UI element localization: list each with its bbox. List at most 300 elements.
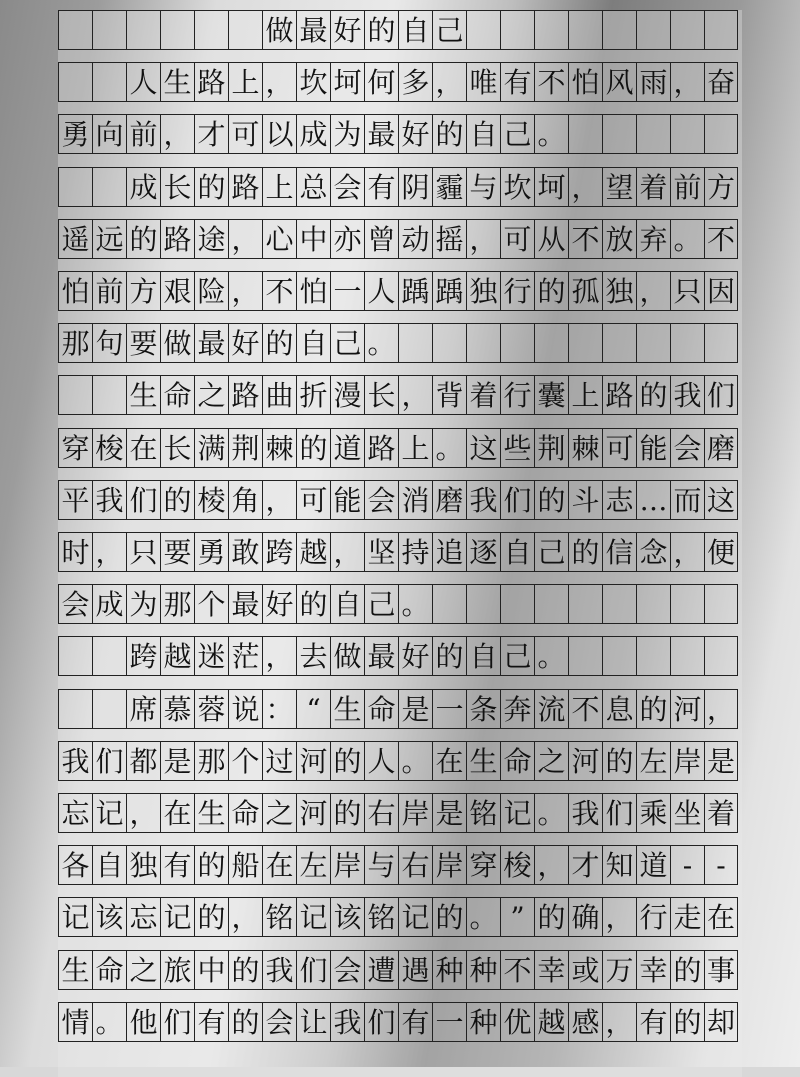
- grid-cell: 的: [194, 845, 228, 885]
- grid-cell: ，: [670, 532, 704, 572]
- grid-cell: 一: [432, 689, 466, 729]
- grid-cell: 各: [58, 845, 92, 885]
- grid-cell: 独: [602, 271, 636, 311]
- grid-cell: 斗: [568, 480, 602, 520]
- grid-cell: 之: [262, 793, 296, 833]
- grid-cell: [92, 636, 126, 676]
- grid-cell: 踽: [432, 271, 466, 311]
- grid-cell: [466, 584, 500, 624]
- grid-cell: 坚: [364, 532, 398, 572]
- grid-cell: 艰: [160, 271, 194, 311]
- grid-cell: 在: [262, 845, 296, 885]
- grid-cell: 这: [704, 480, 738, 520]
- grid-cell: 的: [670, 950, 704, 990]
- grid-cell: [194, 10, 228, 50]
- grid-cell: 多: [398, 62, 432, 102]
- grid-cell: 我: [58, 741, 92, 781]
- grid-cell: [602, 114, 636, 154]
- text-row: [58, 428, 742, 468]
- grid-cell: 的: [330, 793, 364, 833]
- grid-cell: 自: [92, 845, 126, 885]
- grid-cell: 时: [58, 532, 92, 572]
- grid-cell: 生: [160, 62, 194, 102]
- grid-cell: 荆: [228, 428, 262, 468]
- grid-cell: 个: [194, 584, 228, 624]
- grid-cell: 途: [194, 219, 228, 259]
- grid-cell: 会: [364, 480, 398, 520]
- grid-cell: 要: [160, 532, 194, 572]
- grid-cell: 生: [330, 689, 364, 729]
- grid-cell: 己: [364, 584, 398, 624]
- grid-cell: 阴: [398, 167, 432, 207]
- grid-cell: ，: [704, 689, 738, 729]
- grid-cell: [466, 323, 500, 363]
- grid-cell: 。: [534, 793, 568, 833]
- grid-cell: ，: [568, 167, 602, 207]
- grid-cell: [92, 375, 126, 415]
- grid-cell: 有: [500, 62, 534, 102]
- grid-cell: 心: [262, 219, 296, 259]
- grid-cell: 信: [602, 532, 636, 572]
- grid-cell: 越: [160, 636, 194, 676]
- grid-cell: 弃: [636, 219, 670, 259]
- grid-cell: [636, 584, 670, 624]
- grid-cell: 情: [58, 1002, 92, 1042]
- grid-cell: [160, 10, 194, 50]
- grid-cell: 人: [364, 741, 398, 781]
- grid-cell: [432, 584, 466, 624]
- grid-cell: 句: [92, 323, 126, 363]
- grid-cell: 会: [670, 428, 704, 468]
- grid-cell: 的: [330, 741, 364, 781]
- grid-cell: 行: [500, 375, 534, 415]
- grid-cell: 在: [160, 793, 194, 833]
- grid-cell: 去: [296, 636, 330, 676]
- grid-cell: ，: [330, 532, 364, 572]
- grid-cell: 种: [466, 1002, 500, 1042]
- grid-cell: 穿: [58, 428, 92, 468]
- grid-cell: 要: [126, 323, 160, 363]
- grid-cell: [602, 636, 636, 676]
- grid-cell: 不: [704, 219, 738, 259]
- grid-cell: ，: [228, 219, 262, 259]
- grid-cell: 们: [160, 1002, 194, 1042]
- grid-cell: 从: [534, 219, 568, 259]
- grid-cell: 行: [500, 271, 534, 311]
- grid-cell: [636, 636, 670, 676]
- grid-cell: 会: [58, 584, 92, 624]
- grid-cell: 记: [160, 897, 194, 937]
- grid-cell: [228, 10, 262, 50]
- grid-cell: [568, 114, 602, 154]
- grid-cell: 的: [194, 897, 228, 937]
- grid-cell: [92, 10, 126, 50]
- grid-cell: ，: [262, 62, 296, 102]
- grid-cell: 们: [500, 480, 534, 520]
- grid-cell: 命: [364, 689, 398, 729]
- grid-cell: ，: [228, 271, 262, 311]
- grid-cell: [58, 62, 92, 102]
- grid-cell: 敢: [228, 532, 262, 572]
- text-row: [58, 950, 742, 990]
- grid-cell: 河: [296, 741, 330, 781]
- grid-cell: 着: [636, 167, 670, 207]
- grid-cell: 命: [228, 793, 262, 833]
- grid-cell: 。: [432, 428, 466, 468]
- grid-cell: 怕: [568, 62, 602, 102]
- grid-cell: 独: [126, 845, 160, 885]
- grid-cell: 上: [228, 62, 262, 102]
- grid-cell: [704, 10, 738, 50]
- grid-cell: 棘: [568, 428, 602, 468]
- grid-cell: 左: [296, 845, 330, 885]
- grid-cell: 在: [704, 897, 738, 937]
- grid-cell: 茫: [228, 636, 262, 676]
- text-row: [58, 897, 742, 937]
- grid-cell: 命: [500, 741, 534, 781]
- grid-cell: 着: [466, 375, 500, 415]
- text-row: [58, 375, 742, 415]
- grid-cell: 的: [364, 10, 398, 50]
- grid-cell: 有: [636, 1002, 670, 1042]
- grid-cell: 道: [636, 845, 670, 885]
- grid-cell: [398, 323, 432, 363]
- grid-cell: 记: [58, 897, 92, 937]
- grid-cell: [432, 323, 466, 363]
- grid-cell: 都: [126, 741, 160, 781]
- grid-cell: 们: [126, 480, 160, 520]
- grid-cell: 旅: [160, 950, 194, 990]
- grid-cell: 种: [466, 950, 500, 990]
- grid-cell: [126, 10, 160, 50]
- grid-cell: 我: [262, 950, 296, 990]
- grid-cell: 遭: [364, 950, 398, 990]
- grid-cell: 可: [500, 219, 534, 259]
- grid-cell: 消: [398, 480, 432, 520]
- grid-cell: 我: [92, 480, 126, 520]
- grid-cell: 好: [398, 114, 432, 154]
- grid-cell: 道: [330, 428, 364, 468]
- grid-cell: 人: [126, 62, 160, 102]
- grid-cell: ，: [228, 897, 262, 937]
- grid-cell: 何: [364, 62, 398, 102]
- grid-cell: 的: [432, 897, 466, 937]
- grid-cell: 因: [704, 271, 738, 311]
- grid-cell: [466, 10, 500, 50]
- grid-cell: 是: [160, 741, 194, 781]
- grid-cell: ，: [466, 219, 500, 259]
- grid-cell: 知: [602, 845, 636, 885]
- text-row: [58, 636, 742, 676]
- grid-cell: [704, 584, 738, 624]
- grid-cell: 勇: [58, 114, 92, 154]
- grid-cell: 感: [568, 1002, 602, 1042]
- grid-cell: 上: [262, 167, 296, 207]
- grid-cell: [602, 584, 636, 624]
- grid-cell: 与: [466, 167, 500, 207]
- grid-cell: 记: [92, 793, 126, 833]
- grid-cell: [92, 689, 126, 729]
- grid-cell: 。: [92, 1002, 126, 1042]
- grid-cell: 。: [534, 636, 568, 676]
- text-row: [58, 114, 742, 154]
- grid-cell: 曾: [364, 219, 398, 259]
- grid-cell: 在: [432, 741, 466, 781]
- grid-cell: 自: [466, 114, 500, 154]
- grid-cell: 遇: [398, 950, 432, 990]
- grid-cell: [58, 167, 92, 207]
- grid-cell: 自: [398, 10, 432, 50]
- grid-cell: [534, 584, 568, 624]
- grid-cell: 漫: [330, 375, 364, 415]
- grid-cell: 条: [466, 689, 500, 729]
- grid-cell: [58, 375, 92, 415]
- grid-cell: 志: [602, 480, 636, 520]
- grid-cell: 雨: [636, 62, 670, 102]
- grid-cell: 的: [228, 1002, 262, 1042]
- grid-cell: 的: [262, 323, 296, 363]
- grid-cell: 岸: [670, 741, 704, 781]
- grid-cell: [92, 62, 126, 102]
- grid-cell: 穿: [466, 845, 500, 885]
- grid-cell: 为: [330, 114, 364, 154]
- grid-cell: 最: [228, 584, 262, 624]
- grid-cell: 路: [228, 167, 262, 207]
- grid-cell: 的: [568, 532, 602, 572]
- grid-cell: 自: [466, 636, 500, 676]
- grid-cell: 最: [194, 323, 228, 363]
- grid-cell: 方: [126, 271, 160, 311]
- grid-cell: 坷: [534, 167, 568, 207]
- grid-cell: 奋: [704, 62, 738, 102]
- grid-cell: 做: [262, 10, 296, 50]
- grid-cell: 记: [500, 793, 534, 833]
- grid-cell: 。: [398, 584, 432, 624]
- grid-cell: 我: [466, 480, 500, 520]
- grid-cell: [670, 114, 704, 154]
- grid-cell: 己: [534, 532, 568, 572]
- grid-cell: 万: [602, 950, 636, 990]
- grid-paper: [58, 10, 742, 1077]
- grid-cell: 才: [194, 114, 228, 154]
- grid-cell: 们: [92, 741, 126, 781]
- grid-cell: 们: [704, 375, 738, 415]
- grid-cell: 路: [160, 219, 194, 259]
- grid-cell: 河: [568, 741, 602, 781]
- grid-cell: 们: [296, 950, 330, 990]
- grid-cell: 不: [262, 271, 296, 311]
- grid-cell: 勇: [194, 532, 228, 572]
- grid-cell: 奔: [500, 689, 534, 729]
- grid-cell: 或: [568, 950, 602, 990]
- grid-cell: ：: [262, 689, 296, 729]
- grid-cell: 生: [58, 950, 92, 990]
- grid-cell: 蓉: [194, 689, 228, 729]
- grid-cell: 做: [330, 636, 364, 676]
- grid-cell: 那: [160, 584, 194, 624]
- grid-cell: 些: [500, 428, 534, 468]
- grid-cell: 梭: [500, 845, 534, 885]
- title-row: [58, 10, 742, 50]
- grid-cell: 的: [602, 741, 636, 781]
- grid-cell: 放: [602, 219, 636, 259]
- grid-cell: 平: [58, 480, 92, 520]
- grid-cell: 跨: [126, 636, 160, 676]
- grid-cell: ，: [262, 480, 296, 520]
- grid-cell: ，: [636, 271, 670, 311]
- grid-cell: 右: [398, 845, 432, 885]
- grid-cell: 长: [160, 167, 194, 207]
- grid-cell: 幸: [534, 950, 568, 990]
- grid-cell: 持: [398, 532, 432, 572]
- grid-cell: [500, 323, 534, 363]
- grid-cell: 有: [160, 845, 194, 885]
- grid-cell: 成: [92, 584, 126, 624]
- grid-cell: 是: [398, 689, 432, 729]
- grid-cell: 最: [364, 636, 398, 676]
- grid-cell: 会: [330, 167, 364, 207]
- grid-cell: 磨: [704, 428, 738, 468]
- grid-cell: [704, 114, 738, 154]
- grid-cell: ，: [602, 897, 636, 937]
- grid-cell: 路: [602, 375, 636, 415]
- grid-cell: 方: [704, 167, 738, 207]
- grid-cell: 的: [432, 114, 466, 154]
- grid-cell: ，: [160, 114, 194, 154]
- grid-cell: 不: [568, 219, 602, 259]
- grid-cell: 怕: [296, 271, 330, 311]
- grid-cell: 向: [92, 114, 126, 154]
- grid-cell: [58, 689, 92, 729]
- grid-cell: 一: [432, 1002, 466, 1042]
- grid-cell: 。: [534, 114, 568, 154]
- grid-cell: ，: [126, 793, 160, 833]
- grid-cell: 中: [194, 950, 228, 990]
- grid-cell: [568, 584, 602, 624]
- grid-cell: 总: [296, 167, 330, 207]
- grid-cell: 好: [398, 636, 432, 676]
- grid-cell: 不: [568, 689, 602, 729]
- grid-cell: 能: [636, 428, 670, 468]
- grid-cell: 与: [364, 845, 398, 885]
- grid-cell: 越: [534, 1002, 568, 1042]
- grid-cell: 路: [364, 428, 398, 468]
- grid-cell: 个: [228, 741, 262, 781]
- grid-cell: [568, 10, 602, 50]
- grid-cell: 会: [330, 950, 364, 990]
- grid-cell: 铭: [262, 897, 296, 937]
- grid-cell: 上: [398, 428, 432, 468]
- grid-cell: 以: [262, 114, 296, 154]
- grid-cell: 该: [330, 897, 364, 937]
- grid-cell: 迷: [194, 636, 228, 676]
- grid-cell: 这: [466, 428, 500, 468]
- grid-cell: 之: [534, 741, 568, 781]
- grid-cell: 乘: [636, 793, 670, 833]
- grid-cell: 幸: [636, 950, 670, 990]
- text-row: [58, 62, 742, 102]
- grid-cell: 摇: [432, 219, 466, 259]
- grid-cell: 的: [432, 636, 466, 676]
- grid-cell: 在: [126, 428, 160, 468]
- grid-cell: 做: [160, 323, 194, 363]
- grid-cell: 可: [602, 428, 636, 468]
- grid-cell: 却: [704, 1002, 738, 1042]
- grid-cell: [534, 323, 568, 363]
- grid-cell: 优: [500, 1002, 534, 1042]
- grid-cell: 。: [466, 897, 500, 937]
- text-row: [58, 793, 742, 833]
- grid-cell: 行: [636, 897, 670, 937]
- grid-cell: 己: [500, 114, 534, 154]
- grid-cell: [92, 167, 126, 207]
- grid-cell: 我: [568, 793, 602, 833]
- grid-cell: 。: [398, 741, 432, 781]
- grid-cell: 河: [670, 689, 704, 729]
- grid-cell: 是: [704, 741, 738, 781]
- grid-cell: 的: [296, 428, 330, 468]
- grid-cell: “: [296, 689, 330, 729]
- grid-cell: [58, 636, 92, 676]
- grid-cell: 走: [670, 897, 704, 937]
- grid-cell: [636, 10, 670, 50]
- grid-cell: 己: [330, 323, 364, 363]
- grid-cell: 岸: [330, 845, 364, 885]
- grid-cell: 棘: [262, 428, 296, 468]
- grid-cell: 最: [296, 10, 330, 50]
- grid-cell: 能: [330, 480, 364, 520]
- grid-cell: 逐: [466, 532, 500, 572]
- grid-cell: 踽: [398, 271, 432, 311]
- grid-cell: 坎: [500, 167, 534, 207]
- grid-cell: 而: [670, 480, 704, 520]
- grid-cell: 有: [364, 167, 398, 207]
- grid-cell: 荆: [534, 428, 568, 468]
- grid-cell: 坎: [296, 62, 330, 102]
- grid-cell: 右: [364, 793, 398, 833]
- grid-cell: [670, 10, 704, 50]
- grid-cell: 我: [330, 1002, 364, 1042]
- text-row: [58, 323, 742, 363]
- grid-cell: 棱: [194, 480, 228, 520]
- grid-cell: 的: [126, 219, 160, 259]
- grid-cell: [704, 323, 738, 363]
- grid-cell: 自: [296, 323, 330, 363]
- grid-cell: 记: [296, 897, 330, 937]
- text-row: [58, 689, 742, 729]
- grid-cell: 不: [534, 62, 568, 102]
- grid-cell: 念: [636, 532, 670, 572]
- grid-cell: [704, 636, 738, 676]
- grid-cell: 风: [602, 62, 636, 102]
- grid-cell: 有: [398, 1002, 432, 1042]
- grid-cell: [670, 584, 704, 624]
- grid-cell: 该: [92, 897, 126, 937]
- grid-cell: [58, 10, 92, 50]
- text-row: [58, 845, 742, 885]
- grid-cell: 那: [194, 741, 228, 781]
- grid-cell: -: [704, 845, 738, 885]
- text-row: [58, 532, 742, 572]
- grid-cell: 背: [432, 375, 466, 415]
- grid-cell: 慕: [160, 689, 194, 729]
- grid-cell: 角: [228, 480, 262, 520]
- grid-cell: 上: [568, 375, 602, 415]
- grid-cell: 囊: [534, 375, 568, 415]
- grid-cell: 一: [330, 271, 364, 311]
- grid-cell: 生: [466, 741, 500, 781]
- grid-cell: 遥: [58, 219, 92, 259]
